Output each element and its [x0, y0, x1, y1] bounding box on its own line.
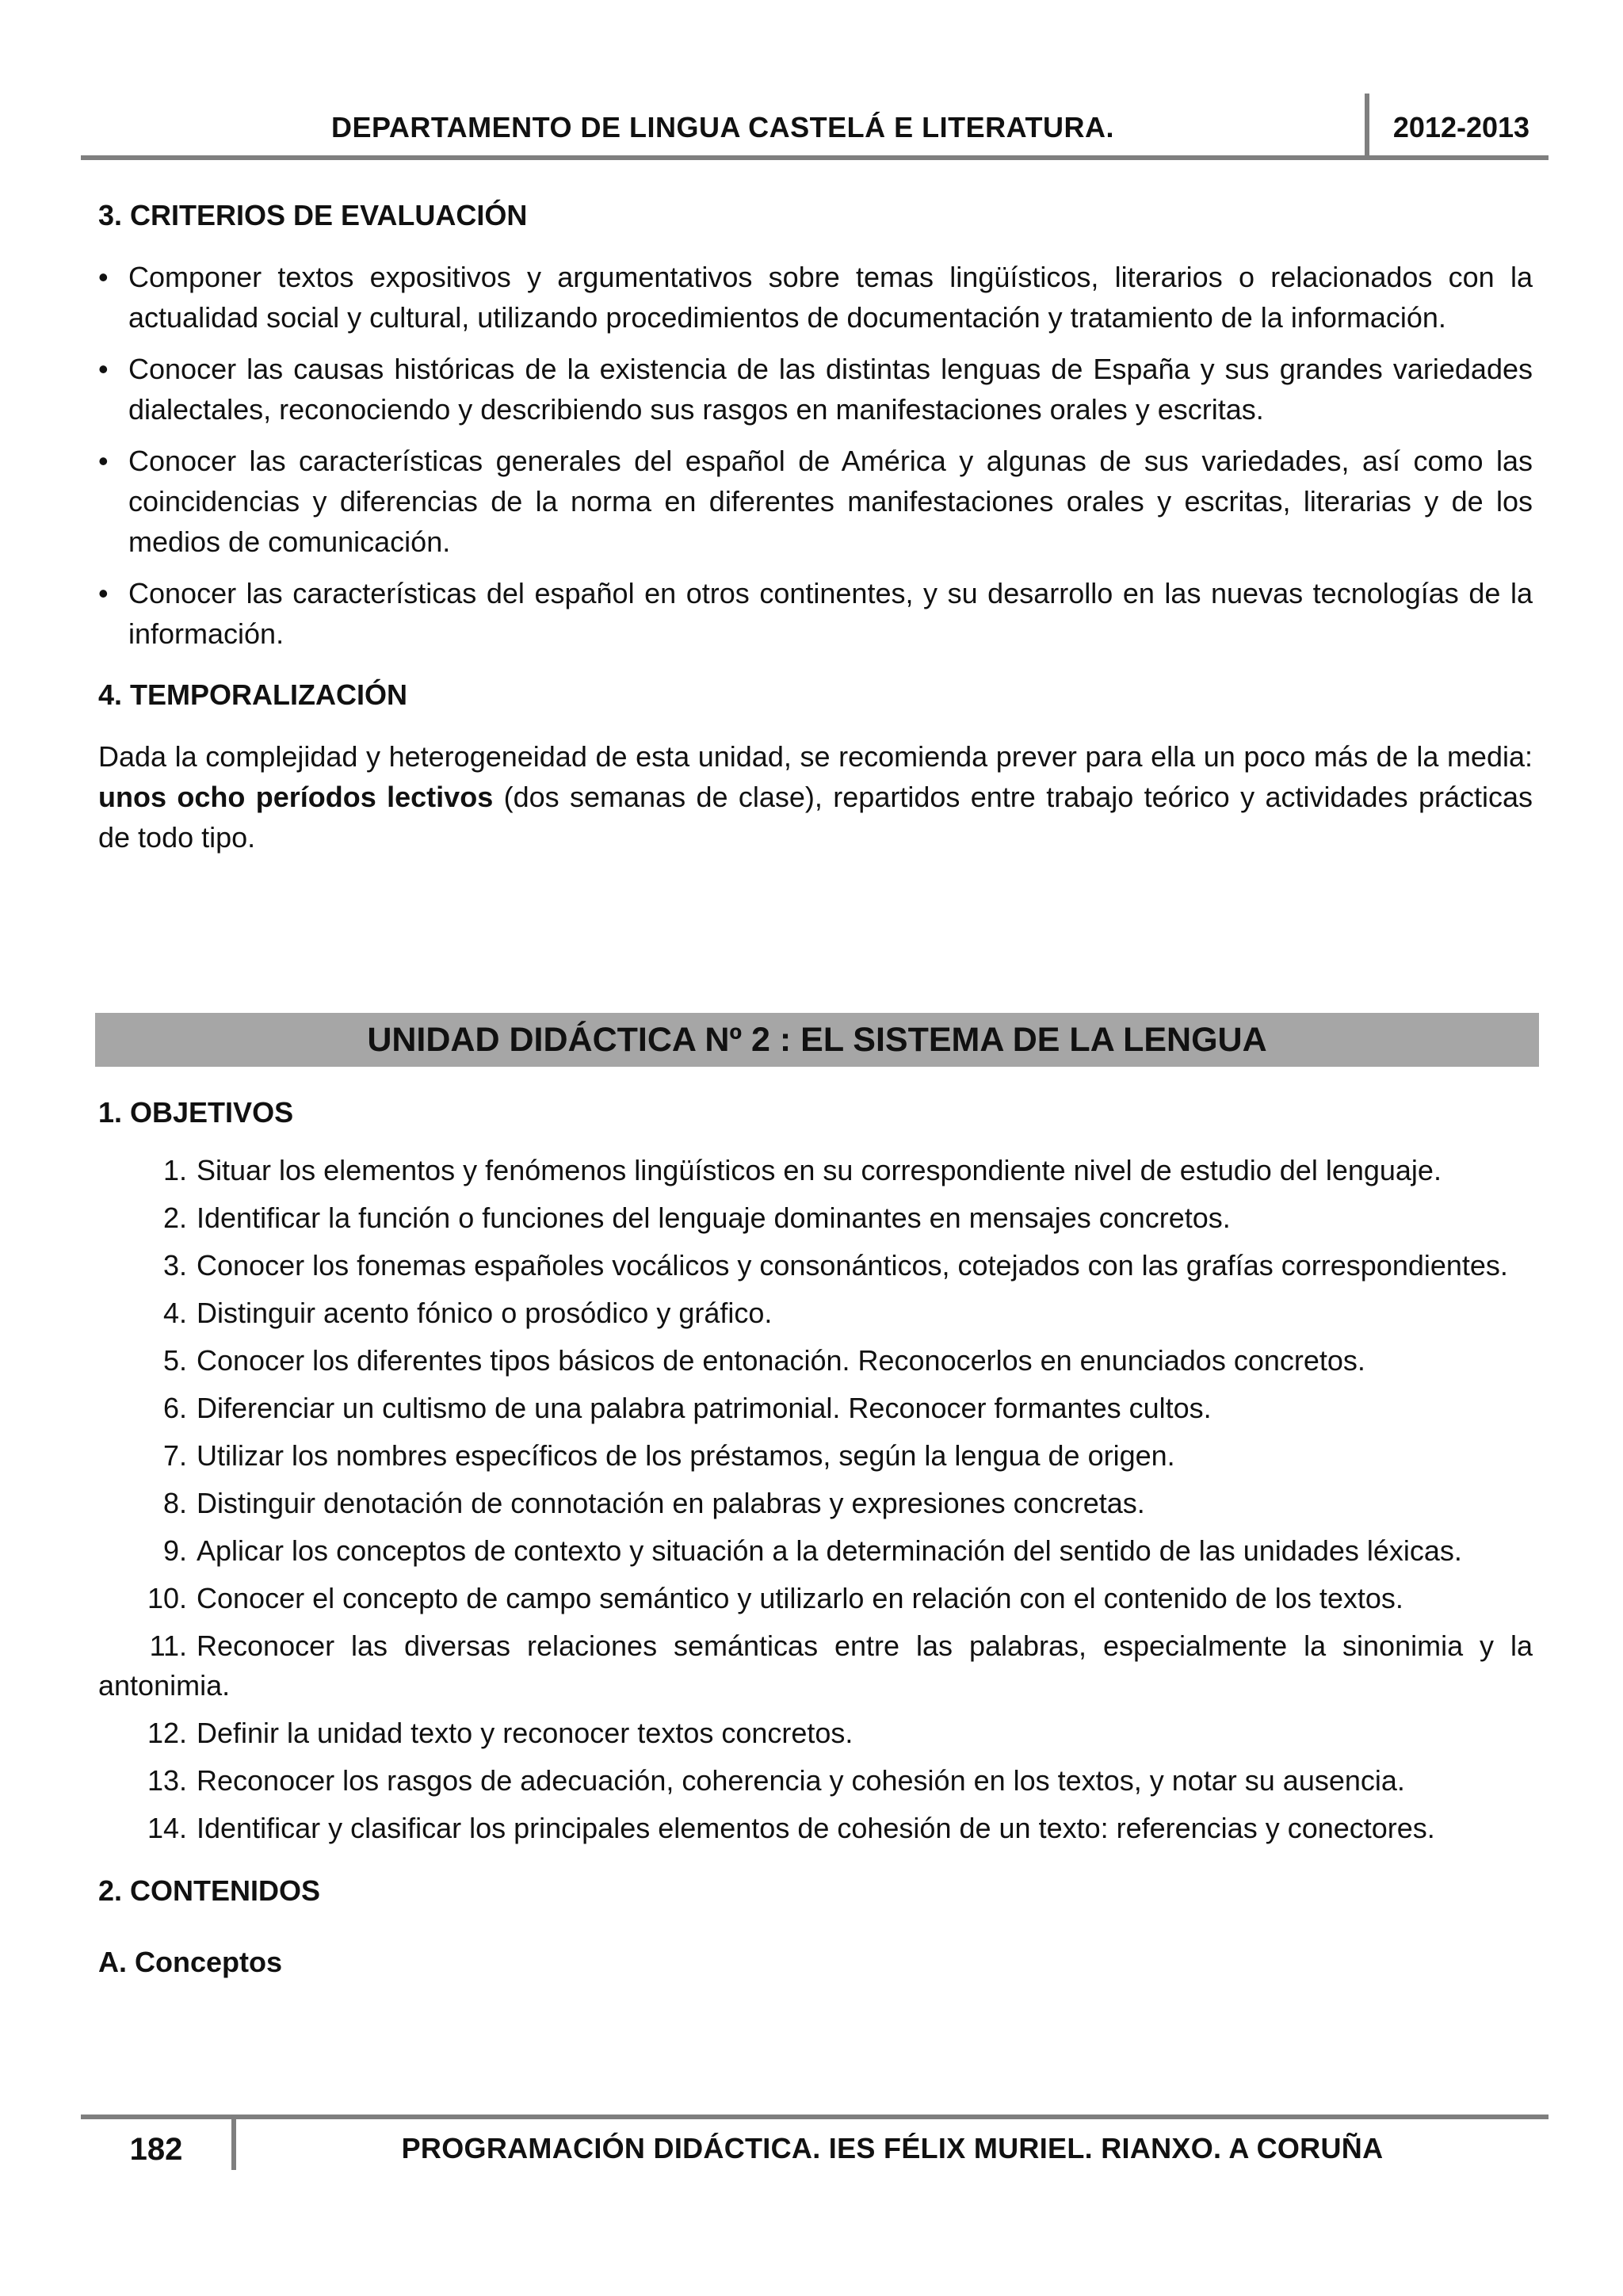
- objetivo-item: [98, 1579, 1533, 1618]
- objetivo-item: [98, 1531, 1533, 1571]
- objetivos-heading: 1. OBJETIVOS: [98, 1096, 294, 1129]
- page-number: 182: [129, 2132, 183, 2167]
- objetivo-number: 9.: [162, 1534, 187, 1567]
- objetivo-number: 4.: [162, 1297, 187, 1329]
- temporalizacion-paragraph: [98, 736, 1533, 858]
- temporalizacion-text-2: (dos semanas de clase), repartidos entre trabajo teórico y actividades prácticas de todo tipo.: [98, 781, 1533, 854]
- objetivo-item: [98, 1484, 1533, 1523]
- objetivo-text: Conocer los diferentes tipos básicos de entonación. Reconocerlos en enunciados concretos.: [197, 1344, 1365, 1377]
- page-footer: [81, 2115, 1549, 2170]
- page-header: [81, 94, 1549, 159]
- objetivo-number: 12.: [147, 1717, 187, 1749]
- header-divider: [1365, 94, 1369, 159]
- contenidos-heading: 2. CONTENIDOS: [98, 1874, 321, 1907]
- bullet-mark: •: [98, 445, 109, 477]
- objetivo-item: [98, 1198, 1533, 1238]
- objetivo-item: [98, 1341, 1533, 1381]
- criterio-text: Conocer las causas históricas de la existencia de las distintas lenguas de España y sus grandes variedades dialectales, reconociendo y describiendo sus rasgos en manifestaciones orales y escritas.: [128, 353, 1533, 426]
- header-year: 2012-2013: [1392, 111, 1530, 143]
- header-rule: [81, 155, 1549, 160]
- objetivo-item: [98, 1151, 1533, 1190]
- objetivo-number: 5.: [162, 1344, 187, 1377]
- objetivo-item: [98, 1809, 1533, 1848]
- objetivo-number: 13.: [147, 1764, 187, 1797]
- objetivo-text: Reconocer los rasgos de adecuación, coherencia y cohesión en los textos, y notar su ausencia.: [197, 1764, 1405, 1797]
- objetivo-text: Conocer los fonemas españoles vocálicos y consonánticos, cotejados con las grafías correspondientes.: [197, 1249, 1508, 1282]
- objetivo-number: 1.: [162, 1154, 187, 1186]
- criterio-item: [98, 573, 1533, 654]
- objetivo-text: Conocer el concepto de campo semántico y utilizarlo en relación con el contenido de los textos.: [197, 1582, 1403, 1614]
- objetivo-item: [98, 1389, 1533, 1428]
- objetivo-text: Distinguir denotación de connotación en palabras y expresiones concretas.: [197, 1487, 1145, 1519]
- header-department: DEPARTAMENTO DE LINGUA CASTELÁ E LITERATURA.: [331, 111, 1114, 143]
- page-content: [98, 197, 1533, 858]
- objetivo-text: Utilizar los nombres específicos de los préstamos, según la lengua de origen.: [197, 1439, 1175, 1472]
- objetivo-text: Situar los elementos y fenómenos lingüísticos en su correspondiente nivel de estudio del lenguaje.: [197, 1154, 1442, 1186]
- criterio-text: Componer textos expositivos y argumentativos sobre temas lingüísticos, literarios o relacionados con la actualidad social y cultural, utilizando procedimientos de documentación y tratamiento de la información.: [128, 261, 1533, 334]
- criterio-item: [98, 349, 1533, 430]
- objetivo-text: Definir la unidad texto y reconocer textos concretos.: [197, 1717, 854, 1749]
- objetivo-number: 10.: [147, 1582, 187, 1614]
- criterio-item: [98, 257, 1533, 338]
- objetivo-item: [98, 1761, 1533, 1801]
- criterio-text: Conocer las características del español en otros continentes, y su desarrollo en las nuevas tecnologías de la información.: [128, 577, 1533, 650]
- objetivo-text: Distinguir acento fónico o prosódico y gráfico.: [197, 1297, 773, 1329]
- conceptos-subheading: A. Conceptos: [98, 1946, 283, 1978]
- footer-rule: [81, 2115, 1549, 2119]
- temporalizacion-text-1: Dada la complejidad y heterogeneidad de esta unidad, se recomienda prever para ella un poco más de la media:: [98, 740, 1533, 773]
- criterios-list: [98, 257, 1533, 654]
- unit-title-banner: UNIDAD DIDÁCTICA Nº 2 : EL SISTEMA DE LA LENGUA: [95, 1013, 1539, 1067]
- temporalizacion-heading: 4. TEMPORALIZACIÓN: [98, 678, 408, 711]
- objetivo-text: Identificar y clasificar los principales elementos de cohesión de un texto: referencias y conectores.: [197, 1812, 1435, 1844]
- objetivo-number: 6.: [162, 1392, 187, 1424]
- footer-title: PROGRAMACIÓN DIDÁCTICA. IES FÉLIX MURIEL. RIANXO. A CORUÑA: [401, 2132, 1384, 2164]
- bullet-mark: •: [98, 261, 109, 293]
- objetivo-number: 7.: [162, 1439, 187, 1472]
- objetivo-item: [98, 1293, 1533, 1333]
- objetivo-text: Identificar la función o funciones del lenguaje dominantes en mensajes concretos.: [197, 1201, 1231, 1234]
- criterio-text: Conocer las características generales del español de América y algunas de sus variedades, así como las coincidencias y diferencias de la norma en diferentes manifestaciones orales y escritas, literarias y de los medios de comunicación.: [128, 445, 1533, 558]
- objetivo-item: [98, 1436, 1533, 1476]
- unit-content: [98, 1094, 1533, 1981]
- objetivo-item: [98, 1713, 1533, 1753]
- objetivo-item: [98, 1246, 1533, 1286]
- objetivo-number: 2.: [162, 1201, 187, 1234]
- objetivo-number: 3.: [162, 1249, 187, 1282]
- objetivo-number: 14.: [147, 1812, 187, 1844]
- objetivo-number: 11.: [149, 1629, 187, 1662]
- objetivo-item: [98, 1626, 1533, 1706]
- bullet-mark: •: [98, 353, 109, 385]
- objetivo-text: Diferenciar un cultismo de una palabra patrimonial. Reconocer formantes cultos.: [197, 1392, 1212, 1424]
- objetivo-text: Aplicar los conceptos de contexto y situación a la determinación del sentido de las unidades léxicas.: [197, 1534, 1462, 1567]
- temporalizacion-bold: unos ocho períodos lectivos: [98, 781, 494, 813]
- objetivo-text: Reconocer las diversas relaciones semánticas entre las palabras, especialmente la sinonimia y la antonimia.: [98, 1629, 1533, 1702]
- bullet-mark: •: [98, 577, 109, 609]
- objetivo-number: 8.: [162, 1487, 187, 1519]
- objetivos-list: [98, 1151, 1533, 1848]
- criterios-heading: 3. CRITERIOS DE EVALUACIÓN: [98, 199, 528, 231]
- criterio-item: [98, 441, 1533, 562]
